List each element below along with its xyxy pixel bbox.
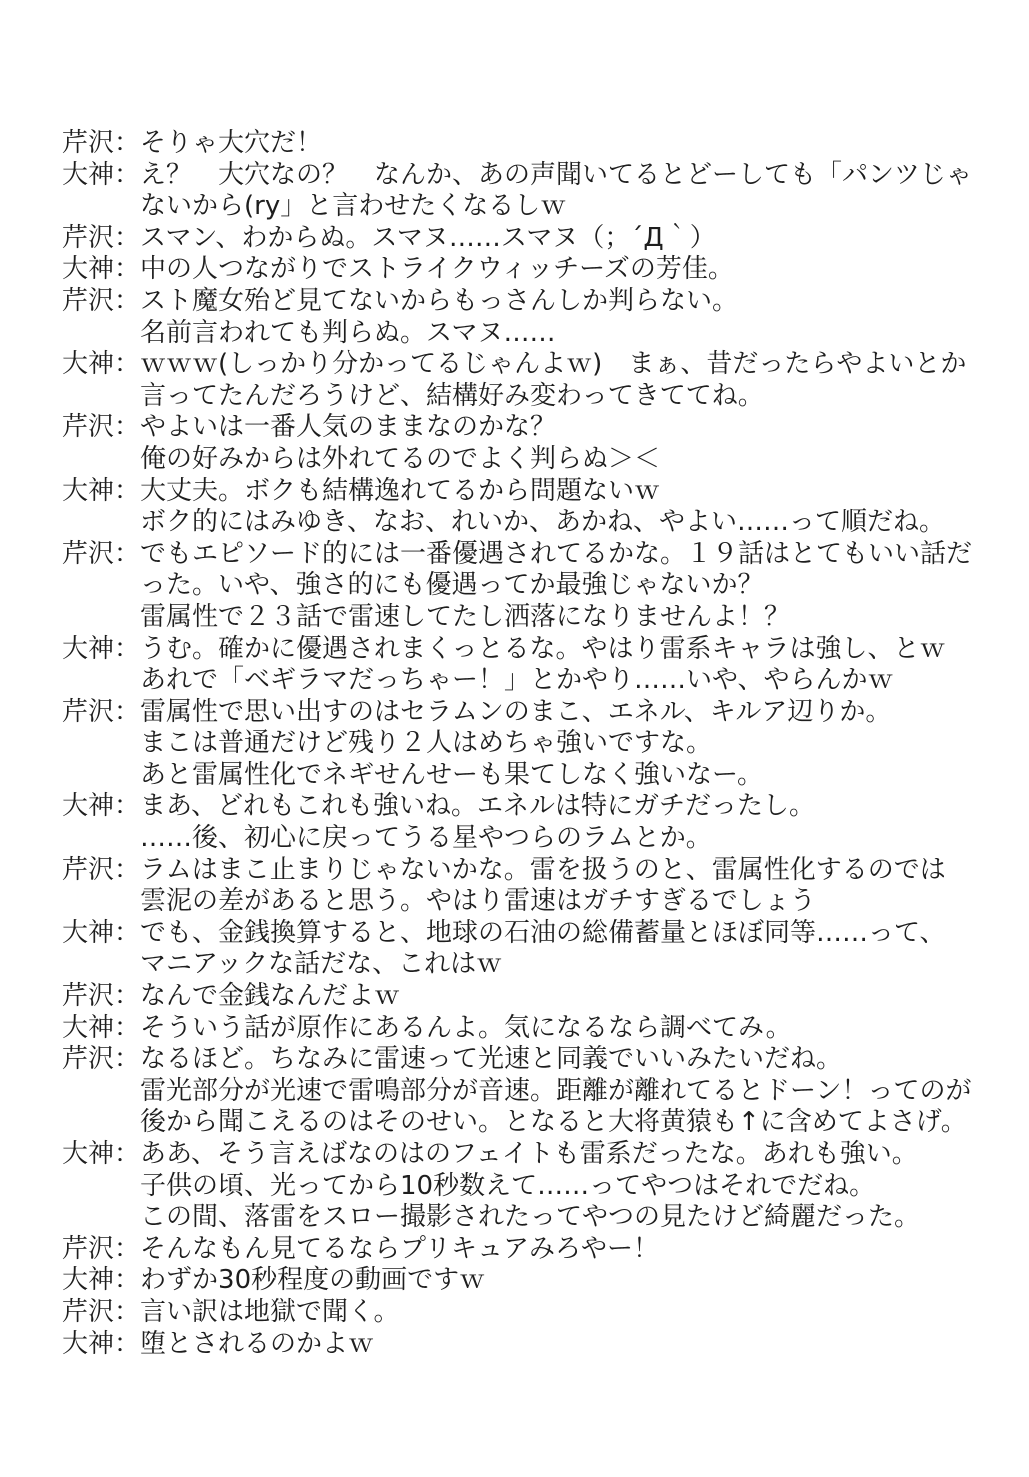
speaker-separator: ： (114, 222, 141, 253)
dialogue-entry (62, 1013, 972, 1045)
dialogue-line (62, 1265, 972, 1297)
dialogue-entry (62, 223, 972, 255)
dialogue-line (62, 539, 972, 571)
dialogue-text: マニアックな話だな、これはｗ (140, 949, 503, 980)
dialogue-line (62, 412, 972, 444)
dialogue-text: でも、金銭換算すると、地球の石油の総備蓄量とほぼ同等……って、 (140, 917, 946, 948)
dialogue-text: 雷光部分が光速で雷鳴部分が音速。距離が離れてるとドーン！ってのが (140, 1075, 972, 1106)
dialogue-entry (62, 1297, 972, 1329)
dialogue-line (62, 697, 972, 729)
dialogue-entry (62, 697, 972, 792)
dialogue-text: ｗｗｗ(しっかり分かってるじゃんよｗ) まぁ、昔だったらやよいとか (140, 349, 967, 380)
dialogue-text: 雷属性で思い出すのはセラムンのまこ、エネル、キルア辺りか。 (140, 696, 892, 727)
speaker-name: 芹沢 (62, 128, 115, 158)
dialogue-text: 中の人つながりでストライクウィッチーズの芳佳。 (140, 254, 734, 285)
dialogue-line (62, 1171, 972, 1203)
dialogue-entry (62, 855, 972, 918)
dialogue-line (62, 1076, 972, 1108)
dialogue-text: 雷属性で２３話で雷速してたし洒落になりませんよ！？ (140, 601, 791, 632)
dialogue-entry (62, 539, 972, 634)
dialogue-line (62, 1329, 972, 1361)
speaker-name: 芹沢 (62, 222, 115, 253)
dialogue-entry (62, 160, 972, 223)
dialogue-text: あれで「ベギラマだっちゃー！」とかやり……いや、やらんかｗ (140, 665, 894, 696)
dialogue-text: わずか30秒程度の動画ですｗ (140, 1265, 486, 1296)
dialogue-line (62, 254, 972, 286)
dialogue-text: ラムはまこ止まりじゃないかな。雷を扱うのと、雷属性化するのでは (140, 854, 946, 885)
speaker-separator: ： (114, 1265, 141, 1296)
speaker-name: 芹沢 (62, 981, 115, 1012)
speaker-name: 大神 (62, 1328, 115, 1359)
speaker-separator: ： (114, 981, 141, 1012)
dialogue-line (62, 728, 972, 760)
speaker-separator: ： (114, 349, 141, 380)
dialogue-text: そういう話が原作にあるんよ。気になるなら調べてみ。 (140, 1012, 792, 1043)
dialogue-line (62, 349, 972, 381)
speaker-separator: ： (114, 1328, 141, 1359)
dialogue-line (62, 665, 972, 697)
dialogue-text: この間、落雷をスロー撮影されたってやつの見たけど綺麗だった。 (140, 1202, 921, 1233)
dialogue-line (62, 602, 972, 634)
speaker-separator: ： (114, 1233, 141, 1264)
dialogue-text: ああ、そう言えばなのはのフェイトも雷系だったな。あれも強い。 (140, 1139, 918, 1169)
dialogue-entry (62, 791, 972, 854)
dialogue-text: スマン、わからぬ。スマヌ……スマヌ（；´Д｀） (140, 222, 716, 253)
speaker-name: 芹沢 (62, 538, 115, 569)
dialogue-text: え？ 大穴なの？ なんか、あの声聞いてるとどーしても「パンツじゃ (140, 159, 973, 190)
dialogue-line (62, 444, 972, 476)
dialogue-line (62, 286, 972, 318)
dialogue-line (62, 1139, 972, 1171)
dialogue-line (62, 1234, 972, 1266)
dialogue-line (62, 1013, 972, 1045)
dialogue-line (62, 634, 972, 666)
dialogue-line (62, 949, 972, 981)
speaker-name: 芹沢 (62, 285, 115, 316)
dialogue-line (62, 791, 972, 823)
dialogue-text: ……後、初心に戻ってうる星やつらのラムとか。 (140, 823, 712, 854)
dialogue-text: 俺の好みからは外れてるのでよく判らぬ＞＜ (140, 443, 661, 474)
dialogue-text: うむ。確かに優遇されまくっとるな。やはり雷系キャラは強し、とｗ (140, 633, 946, 664)
speaker-name: 大神 (62, 254, 115, 285)
speaker-name: 大神 (62, 633, 115, 664)
speaker-separator: ： (114, 1012, 141, 1043)
dialogue-text: 言ってたんだろうけど、結構好み変わってきててね。 (140, 380, 764, 411)
dialogue-text: った。いや、強さ的にも優遇ってか最強じゃないか？ (140, 570, 764, 601)
dialogue-line (62, 918, 972, 950)
speaker-separator: ： (114, 633, 141, 664)
dialogue-text: ボク的にはみゆき、なお、れいか、あかね、やよい……って順だね。 (140, 507, 945, 538)
speaker-separator: ： (114, 1296, 141, 1327)
dialogue-entry (62, 476, 972, 539)
speaker-name: 大神 (62, 791, 115, 822)
speaker-name: 芹沢 (62, 1044, 115, 1075)
dialogue-line (62, 760, 972, 792)
dialogue-text: でもエピソード的には一番優遇されてるかな。１９話はとてもいい話だ (140, 538, 973, 569)
speaker-name: 大神 (62, 1265, 115, 1296)
speaker-separator: ： (114, 128, 141, 158)
speaker-name: 大神 (62, 349, 115, 380)
dialogue-line (62, 886, 972, 918)
dialogue-line (62, 823, 972, 855)
speaker-separator: ： (114, 412, 141, 443)
dialogue-line (62, 570, 972, 602)
dialogue-entry (62, 634, 972, 697)
dialogue-line (62, 223, 972, 255)
dialogue-entry (62, 1044, 972, 1139)
dialogue-entry (62, 254, 972, 286)
dialogue-line (62, 160, 972, 192)
speaker-name: 大神 (62, 1139, 115, 1169)
dialogue-line (62, 318, 972, 350)
dialogue-line (62, 855, 972, 887)
speaker-separator: ： (114, 1044, 141, 1075)
dialogue-line (62, 1202, 972, 1234)
dialogue-entry (62, 349, 972, 412)
speaker-separator: ： (114, 254, 141, 285)
speaker-separator: ： (114, 854, 141, 885)
dialogue-line (62, 191, 972, 223)
speaker-name: 芹沢 (62, 696, 115, 727)
dialogue-entry (62, 1234, 972, 1266)
dialogue-text: 大丈夫。ボクも結構逸れてるから問題ないｗ (140, 475, 661, 506)
speaker-name: 大神 (62, 1012, 115, 1043)
dialogue-entry (62, 286, 972, 349)
speaker-separator: ： (114, 696, 141, 727)
dialogue-entry (62, 981, 972, 1013)
speaker-name: 芹沢 (62, 1296, 115, 1327)
dialogue-entry (62, 1139, 972, 1234)
dialogue-line (62, 381, 972, 413)
dialogue-entry (62, 1265, 972, 1297)
speaker-name: 大神 (62, 917, 115, 948)
speaker-separator: ： (114, 538, 141, 569)
dialogue-text: 後から聞こえるのはそのせい。となると大将黄猿も↑に含めてよさげ。 (140, 1107, 967, 1138)
dialogue-text: あと雷属性化でネギせんせーも果てしなく強いなー。 (140, 759, 763, 790)
dialogue-text: まあ、どれもこれも強いね。エネルは特にガチだったし。 (140, 791, 815, 822)
dialogue-line (62, 128, 972, 160)
dialogue-text: なるほど。ちなみに雷速って光速と同義でいいみたいだね。 (140, 1044, 843, 1075)
document-page (62, 128, 972, 1360)
dialogue-entry (62, 1329, 972, 1361)
dialogue-text: 子供の頃、光ってから10秒数えて……ってやつはそれでだね。 (140, 1170, 876, 1201)
dialogue-text: 雲泥の差があると思う。やはり雷速はガチすぎるでしょう (140, 886, 816, 917)
dialogue-line (62, 1297, 972, 1329)
dialogue-text: なんで金銭なんだよｗ (140, 981, 401, 1012)
dialogue-entry (62, 128, 972, 160)
dialogue-text: 言い訳は地獄で聞く。 (140, 1296, 400, 1327)
speaker-separator: ： (114, 159, 141, 190)
speaker-name: 芹沢 (62, 412, 115, 443)
dialogue-line (62, 476, 972, 508)
dialogue-entry (62, 412, 972, 475)
speaker-name: 大神 (62, 159, 115, 190)
dialogue-line (62, 507, 972, 539)
dialogue-text: スト魔女殆ど見てないからもっさんしか判らない。 (140, 285, 739, 316)
speaker-name: 大神 (62, 475, 115, 506)
dialogue-line (62, 1044, 972, 1076)
dialogue-text: やよいは一番人気のままなのかな？ (140, 412, 557, 443)
dialogue-text: そりゃ大穴だ！ (140, 128, 323, 158)
speaker-separator: ： (114, 285, 141, 316)
speaker-name: 芹沢 (62, 1233, 115, 1264)
dialogue-entry (62, 918, 972, 981)
speaker-name: 芹沢 (62, 854, 115, 885)
dialogue-text: 名前言われても判らぬ。スマヌ…… (140, 317, 556, 348)
speaker-separator: ： (114, 917, 141, 948)
speaker-separator: ： (114, 1139, 141, 1169)
dialogue-text: まこは普通だけど残り２人はめちゃ強いですな。 (140, 728, 713, 759)
dialogue-line (62, 1107, 972, 1139)
dialogue-list (62, 128, 972, 1360)
dialogue-text: ないから(ry」と言わせたくなるしｗ (140, 191, 567, 222)
dialogue-text: 堕とされるのかよｗ (140, 1328, 375, 1359)
dialogue-line (62, 981, 972, 1013)
speaker-separator: ： (114, 791, 141, 822)
dialogue-text: そんなもん見てるならプリキュアみろやー！ (140, 1233, 659, 1264)
speaker-separator: ： (114, 475, 141, 506)
